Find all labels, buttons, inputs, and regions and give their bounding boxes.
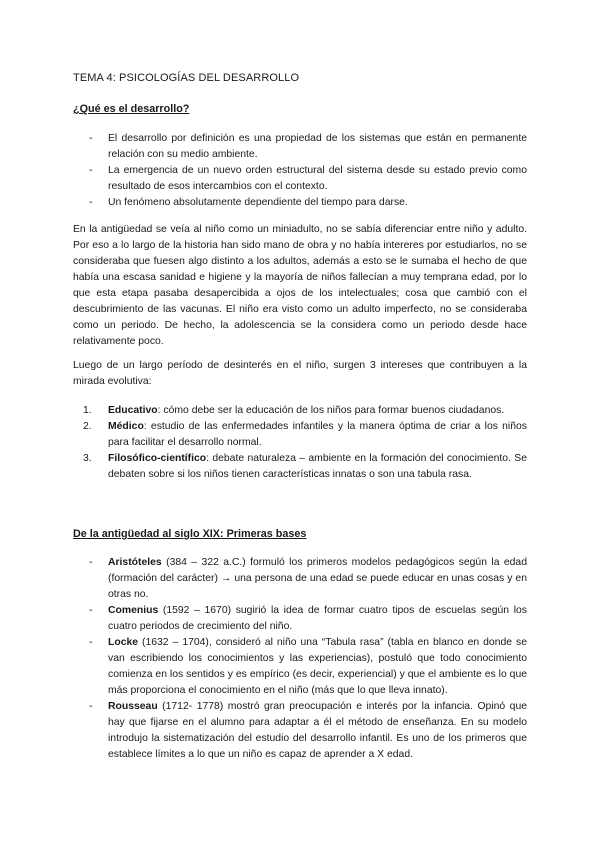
dash-marker: - xyxy=(89,165,93,176)
list-item: - Aristóteles (384 – 322 a.C.) formuló los primeros modelos pedagógicos según la edad (formación del carácter) → una persona de una edad se puede educar en unas cosas y en otras no. xyxy=(89,557,527,600)
list-item: - Comenius (1592 – 1670) sugirió la idea de formar cuatro tipos de escuelas según los cuatro periodos de crecimiento del niño. xyxy=(89,605,527,632)
dash-marker: - xyxy=(89,605,93,616)
list-item: - El desarrollo por definición es una propiedad de los sistemas que están en permanente relación con su medio ambiente. xyxy=(89,133,527,160)
intereses-numbered-list xyxy=(73,403,527,483)
list-item: 1. Educativo: cómo debe ser la educación de los niños para formar buenos ciudadanos. xyxy=(83,405,505,416)
list-item: - Rousseau (1712- 1778) mostró gran preocupación e interés por la infancia. Opinó que hay que fijarse en el alumno para adaptar a él el método de enseñanza. En su modelo introdujo la sistematización del estudio del desarrollo infantil. Es uno de los primeros que establece límites a lo que un niño es capaz de aprender a X edad. xyxy=(89,701,527,760)
list-item: - Un fenómeno absolutamente dependiente del tiempo para darse. xyxy=(73,195,527,211)
document-title: TEMA 4: PSICOLOGÍAS DEL DESARROLLO xyxy=(73,72,300,84)
definition-bullet-list xyxy=(73,131,527,211)
dash-marker: - xyxy=(89,133,93,144)
dash-marker: - xyxy=(89,197,93,208)
paragraph-intereses: Luego de un largo período de desinterés en el niño, surgen 3 intereses que contribuyen a la mirada evolutiva: xyxy=(73,360,527,387)
paragraph-antiguedad: En la antigüedad se veía al niño como un miniadulto, no se sabía diferenciar entre niño y adulto. Por eso a lo largo de la historia han sido mano de obra y no había intereres por estudiarlos, no se consideraba que fuesen algo distinto a los adultos, además a esto se le sumaba el hecho de que había una escasa sanidad e higiene y la mayoría de niños fallecían a muy temprana edad, por lo que esta etapa pasaba desapercibida a ojos de los intelectuales; cosa que cambió con el descubrimiento de las vacunas. El niño era visto como un adulto imperfecto, no se consideraba como un periodo. De hecho, la adolescencia se la considera como un periodo desde hace relativamente poco. xyxy=(73,224,527,347)
list-item: 2. Médico: estudio de las enfermedades infantiles y la manera óptima de criar a los niños para facilitar el desarrollo normal. xyxy=(83,421,527,448)
list-item: 3. Filosófico-científico: debate naturaleza – ambiente en la formación del conocimiento. Se debaten sobre si los niños tienen características innatas o son una tabula rasa. xyxy=(83,453,527,480)
list-item: - La emergencia de un nuevo orden estructural del sistema desde su estado previo como resultado de esos intercambios con el contexto. xyxy=(89,165,527,192)
dash-marker: - xyxy=(89,557,93,568)
dash-marker: - xyxy=(89,637,93,648)
autores-bullet-list xyxy=(73,555,527,763)
list-item: - Locke (1632 – 1704), consideró al niño una “Tabula rasa” (tabla en blanco en donde se van escribiendo los conocimientos y las experiencias), postuló que todo conocimiento comienza en los sentidos y es empírico (es decir, experiencial) y que el ambiente es lo que más proporciona el conocimiento en el niño (más que lo que lleva innato). xyxy=(89,637,527,696)
dash-marker: - xyxy=(89,701,93,712)
section-heading-que-es-el-desarrollo: ¿Qué es el desarrollo? xyxy=(73,103,190,115)
section-heading-primeras-bases: De la antigüedad al siglo XIX: Primeras bases xyxy=(73,528,307,540)
